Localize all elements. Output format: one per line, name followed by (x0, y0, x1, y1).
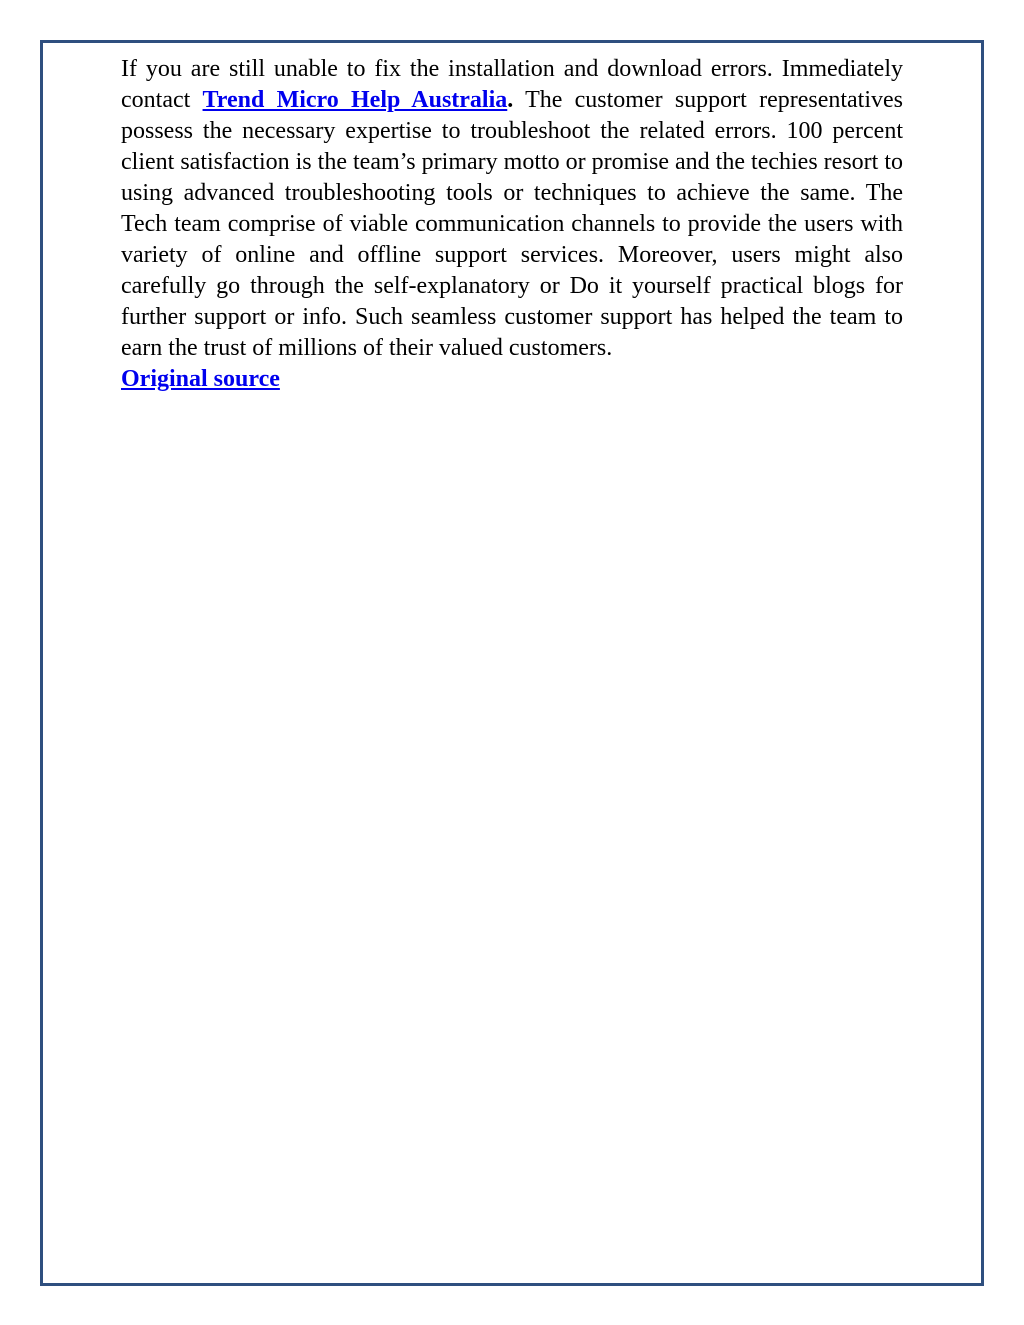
paragraph-text-after-link: The customer support representatives possess the necessary expertise to troubleshoot the related errors. 100 percent client satisfaction is the team’s primary motto or promise and the techies resort to using advanced troubleshooting tools or techniques to achieve the same. The Tech team comprise of viable communication channels to provide the users with variety of online and offline support services. Moreover, users might also carefully go through the self-explanatory or Do it yourself practical blogs for further support or info. Such seamless customer support has helped the team to earn the trust of millions of their valued customers. (121, 87, 904, 361)
original-source-link[interactable]: Original source (121, 366, 280, 392)
document-body (121, 54, 903, 395)
source-line (121, 364, 903, 395)
link-period: . (507, 87, 514, 113)
trend-micro-help-australia-link[interactable]: Trend Micro Help Australia (202, 87, 508, 113)
paragraph-text-before-link: If you are still unable to fix the installation and download errors. Immediately contact (121, 56, 903, 113)
body-paragraph (121, 54, 903, 364)
